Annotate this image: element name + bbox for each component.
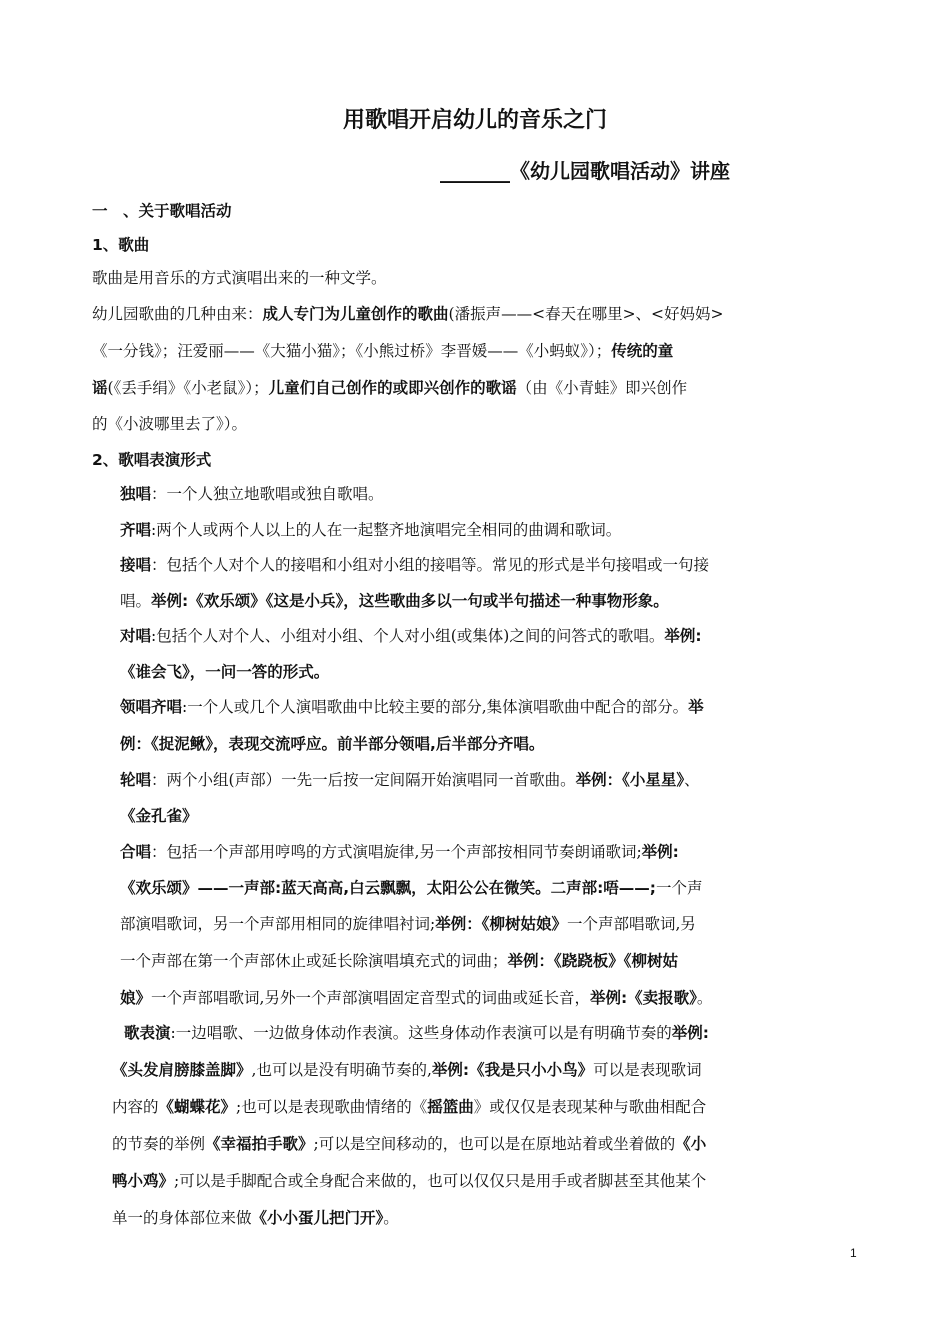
text-run: :一边唱歌、一边做身体动作表演。这些身体动作表演可以是有明确节奏的 (170, 1024, 672, 1042)
paragraph-line (120, 482, 384, 506)
bold-text: 鸭小鸡》 (112, 1172, 175, 1190)
paragraph-line (112, 1169, 706, 1193)
paragraph-line (112, 1058, 702, 1082)
paragraph-line (120, 589, 669, 613)
bold-text: 歌表演 (124, 1024, 171, 1042)
text-run: 的《小波哪里去了》）。 (92, 415, 248, 433)
paragraph-line (92, 266, 387, 290)
text-run: ;也可以是表现歌曲情绪的《 (236, 1098, 428, 1116)
bold-text: 《头发肩膀膝盖脚》 (112, 1061, 252, 1079)
bold-text: 谣 (92, 379, 108, 397)
text-run: :一个人或几个人演唱歌曲中比较主要的部分,集体演唱歌曲中配合的部分。 (182, 698, 689, 716)
paragraph-line (120, 624, 702, 648)
text-run: ：一个人独立地歌唱或独自歌唱。 (151, 485, 384, 503)
text-run: ：包括一个声部用哼鸣的方式演唱旋律,另一个声部按相同节奏朗诵歌词; (151, 843, 642, 861)
paragraph-line (120, 804, 198, 828)
text-run: 、 (684, 771, 700, 789)
bold-text: 《小小蛋儿把门开》 (251, 1209, 384, 1227)
text-run: ,也可以是没有明确节奏的, (251, 1061, 432, 1079)
paragraph-line (112, 1206, 399, 1230)
text-run: 一个声部唱歌词,另外一个声部演唱固定音型式的词曲或延长音， (151, 989, 590, 1007)
text-run: 》或仅仅是表现某种与歌曲相配合 (473, 1098, 707, 1116)
bold-text: 举例: (664, 627, 702, 645)
text-run: 一个声 (656, 879, 703, 897)
bold-text: 儿童们自己创作的或即兴创作的歌谣 (268, 379, 517, 397)
page-number: 1 (850, 1246, 857, 1260)
bold-text: 成人专门为儿童创作的歌曲 (262, 305, 449, 323)
paragraph-line (120, 553, 709, 577)
paragraph-line (120, 518, 621, 542)
paragraph-line (112, 1132, 706, 1156)
paragraph-line (120, 840, 679, 864)
text-run: (潘振声——<春天在哪里>、<好妈妈> (448, 305, 724, 323)
page-subtitle: _______《幼儿园歌唱活动》讲座 (440, 159, 730, 183)
text-run: 内容的 (112, 1098, 159, 1116)
bold-text: 举例：《跷跷板》《柳树姑 (507, 952, 679, 970)
bold-text: 对唱 (120, 627, 152, 645)
paragraph-line (112, 1095, 706, 1119)
text-run: 幼儿园歌曲的几种由来： (92, 305, 263, 323)
paragraph-line (92, 376, 687, 400)
bold-text: 一 、关于歌唱活动 (92, 202, 232, 220)
paragraph-line (120, 768, 700, 792)
bold-text: 轮唱 (120, 771, 152, 789)
page-title: 用歌唱开启幼儿的音乐之门 (342, 108, 607, 133)
section-heading (92, 233, 149, 257)
section-heading (92, 448, 211, 472)
text-run: 一个声部在第一个声部休止或延长除演唱填充式的词曲； (120, 952, 508, 970)
text-run: 。 (383, 1209, 399, 1227)
paragraph-line (120, 949, 678, 973)
bold-text: 举例:《欢乐颂》《这是小兵》，这些歌曲多以一句或半句描述一种事物形象。 (151, 592, 669, 610)
bold-text: 举例：《柳树姑娘》 (435, 915, 567, 933)
text-run: 《一分钱》；汪爱丽——《大猫小猫》；《小熊过桥》李晋媛——《小蚂蚁》）； (92, 342, 612, 360)
text-run: :两个人或两个人以上的人在一起整齐地演唱完全相同的曲调和歌词。 (151, 521, 622, 539)
text-run: ;可以是手脚配合或全身配合来做的，也可以仅仅只是用手或者脚甚至其他某个 (174, 1172, 707, 1190)
bold-text: 举例：《小星星》 (575, 771, 685, 789)
bold-text: 举例:《我是只小小鸟》 (431, 1061, 594, 1079)
text-run: 可以是表现歌词 (593, 1061, 702, 1079)
bold-text: 《谁会飞》，一问一答的形式。 (120, 663, 330, 681)
paragraph-line (92, 302, 724, 326)
bold-text: 领唱齐唱 (120, 698, 183, 716)
text-run: （由《小青蛙》即兴创作 (516, 379, 688, 397)
text-run: 一个声部唱歌词,另 (567, 915, 696, 933)
bold-text: 《金孔雀》 (120, 807, 198, 825)
paragraph-line (120, 660, 329, 684)
bold-text: 娘》 (120, 989, 152, 1007)
bold-text: 《幸福拍手歌》 (205, 1135, 314, 1153)
bold-text: 摇篮曲 (427, 1098, 474, 1116)
paragraph-line (120, 695, 704, 719)
text-run: 单一的身体部位来做 (112, 1209, 252, 1227)
bold-text: 齐唱 (120, 521, 152, 539)
bold-text: 接唱 (120, 556, 152, 574)
bold-text: 举例: (671, 1024, 709, 1042)
text-run: 。 (696, 989, 713, 1007)
text-run: 歌曲是用音乐的方式演唱出来的一种文学。 (92, 269, 387, 287)
section-heading (92, 199, 232, 223)
text-run: (《丢手绢》《小老鼠》）； (107, 379, 269, 397)
bold-text: 传统的童 (611, 342, 674, 360)
text-run: ：包括个人对个人的接唱和小组对小组的接唱等。常见的形式是半句接唱或一句接 (151, 556, 710, 574)
paragraph-line (120, 986, 712, 1010)
text-run: ：两个小组(声部）一先一后按一定间隔开始演唱同一首歌曲。 (151, 771, 576, 789)
bold-text: 2、歌唱表演形式 (92, 451, 212, 469)
text-run: 唱。 (120, 592, 152, 610)
bold-text: 《蝴蝶花》 (158, 1098, 237, 1116)
paragraph-line (92, 339, 673, 363)
text-run: 部演唱歌词，另一个声部用相同的旋律唱衬词; (120, 915, 436, 933)
text-run: 的节奏的举例 (112, 1135, 206, 1153)
paragraph-line (92, 412, 247, 436)
bold-text: 举例:《卖报歌》 (589, 989, 697, 1007)
bold-text: 例：《捉泥鳅》，表现交流呼应。前半部分领唱,后半部分齐唱。 (120, 735, 545, 753)
bold-text: 合唱 (120, 843, 152, 861)
paragraph-line (120, 732, 544, 756)
bold-text: 举 (688, 698, 704, 716)
paragraph-line (120, 876, 703, 900)
bold-text: 举例: (641, 843, 679, 861)
bold-text: 1、歌曲 (92, 236, 150, 254)
bold-text: 独唱 (120, 485, 152, 503)
text-run: :包括个人对个人、小组对小组、个人对小组(或集体)之间的问答式的歌唱。 (151, 627, 665, 645)
text-run: ;可以是空间移动的，也可以是在原地站着或坐着做的 (313, 1135, 676, 1153)
bold-text: 《欢乐颂》——一声部:蓝天高高,白云飘飘，太阳公公在微笑。二声部:唔——; (120, 879, 656, 897)
paragraph-line (124, 1021, 709, 1045)
paragraph-line (120, 912, 696, 936)
bold-text: 《小 (675, 1135, 707, 1153)
